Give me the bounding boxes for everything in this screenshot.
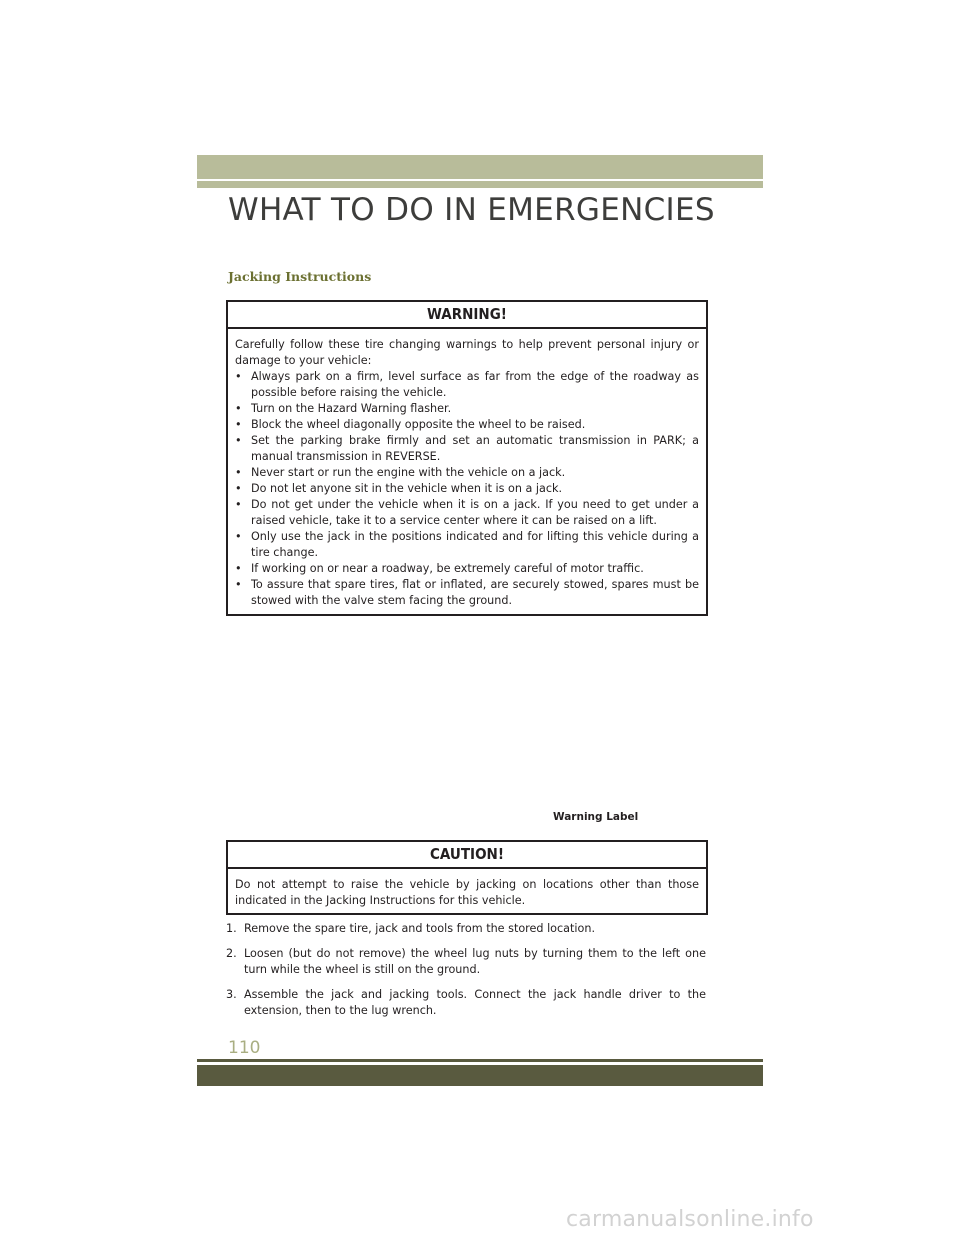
step-text: Assemble the jack and jacking tools. Connect the jack handle driver to the extension, then to the lug wrench. [244, 988, 706, 1017]
section-title: WHAT TO DO IN EMERGENCIES [228, 192, 715, 228]
warning-item: • Set the parking brake firmly and set an automatic transmission in PARK; a manual transmission in REVERSE. [235, 434, 699, 463]
warning-item: • Do not get under the vehicle when it is on a jack. If you need to get under a raised vehicle, take it to a service center where it can be raised on a lift. [235, 498, 699, 527]
step-number: 3. [226, 988, 237, 1001]
warning-list [235, 369, 699, 609]
warning-item: • Only use the jack in the positions indicated and for lifting this vehicle during a tire change. [235, 530, 699, 559]
warning-box [226, 300, 708, 616]
header-rule [197, 181, 763, 188]
bullet-icon: • [235, 498, 242, 511]
page-number: 110 [228, 1038, 261, 1058]
warning-item: • Do not let anyone sit in the vehicle when it is on a jack. [235, 482, 563, 495]
step-number: 1. [226, 922, 237, 935]
warning-item: • If working on or near a roadway, be extremely careful of motor traffic. [235, 562, 644, 575]
bullet-icon: • [235, 370, 242, 383]
warning-item: • To assure that spare tires, flat or inflated, are securely stowed, spares must be stowed with the valve stem facing the ground. [235, 578, 699, 607]
warning-item: • Block the wheel diagonally opposite the wheel to be raised. [235, 418, 586, 431]
step-item [226, 946, 706, 978]
step-number: 2. [226, 947, 237, 960]
bullet-icon: • [235, 434, 242, 447]
step-text: Remove the spare tire, jack and tools from the stored location. [244, 922, 596, 935]
caution-title: CAUTION! [228, 842, 706, 869]
bullet-icon: • [235, 578, 242, 591]
figure-caption: Warning Label [553, 811, 639, 823]
bullet-icon: • [235, 482, 242, 495]
bullet-icon: • [235, 530, 242, 543]
footer-rule [197, 1059, 763, 1062]
caution-text: Do not attempt to raise the vehicle by jacking on locations other than those indicated in the Jacking Instructions for this vehicle. [235, 878, 699, 907]
step-text: Loosen (but do not remove) the wheel lug nuts by turning them to the left one turn while the wheel is still on the ground. [244, 947, 706, 976]
warning-title: WARNING! [228, 302, 706, 329]
step-item [226, 987, 706, 1019]
warning-item: • Never start or run the engine with the vehicle on a jack. [235, 466, 566, 479]
bullet-icon: • [235, 402, 242, 415]
bullet-icon: • [235, 562, 242, 575]
warning-body [228, 329, 706, 616]
step-item [226, 921, 706, 937]
caution-body [228, 869, 706, 916]
subheading-jacking-instructions: Jacking Instructions [228, 269, 372, 284]
warning-intro: Carefully follow these tire changing warnings to help prevent personal injury or damage to your vehicle: [235, 338, 699, 367]
step-list [226, 921, 706, 1028]
bullet-icon: • [235, 418, 242, 431]
warning-item: • Turn on the Hazard Warning flasher. [235, 402, 452, 415]
watermark: carmanualsonline.info [566, 1207, 814, 1232]
bullet-icon: • [235, 466, 242, 479]
caution-box [226, 840, 708, 915]
header-bar [197, 155, 763, 179]
footer-bar [197, 1065, 763, 1086]
warning-item: • Always park on a firm, level surface as far from the edge of the roadway as possible before raising the vehicle. [235, 370, 699, 399]
